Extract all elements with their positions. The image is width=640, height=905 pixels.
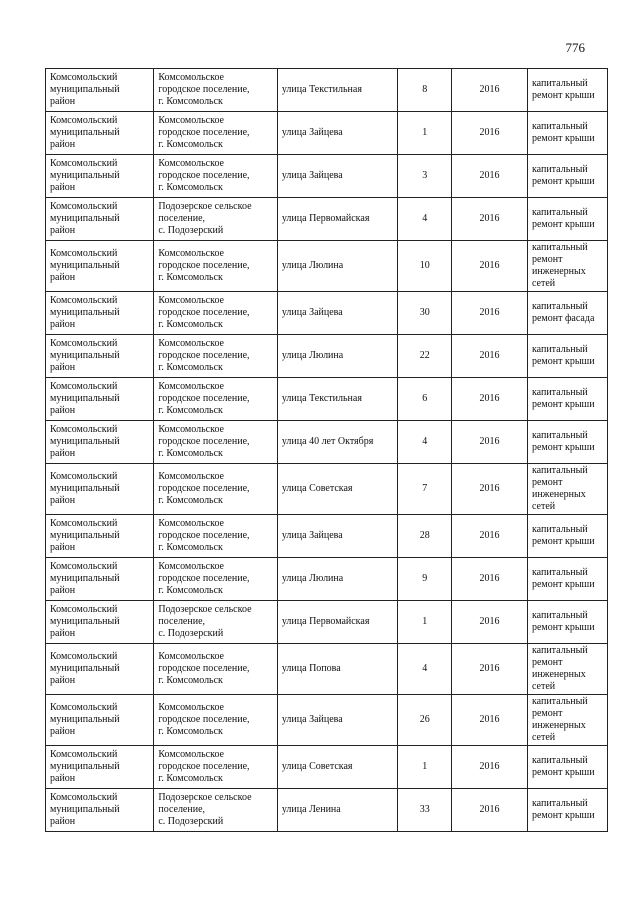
district-cell: Комсомольский муниципальный район bbox=[46, 378, 154, 421]
year-cell: 2016 bbox=[452, 69, 528, 112]
year-cell: 2016 bbox=[452, 464, 528, 515]
district-cell: Комсомольский муниципальный район bbox=[46, 241, 154, 292]
house-number-cell: 6 bbox=[398, 378, 452, 421]
settlement-cell: Комсомольское городское поселение, г. Комсомольск bbox=[154, 746, 278, 789]
table-row bbox=[46, 695, 608, 746]
district-cell: Комсомольский муниципальный район bbox=[46, 789, 154, 832]
street-cell: улица Советская bbox=[277, 464, 398, 515]
house-number-cell: 10 bbox=[398, 241, 452, 292]
street-cell: улица Первомайская bbox=[277, 601, 398, 644]
table-row bbox=[46, 292, 608, 335]
page-number: 776 bbox=[565, 40, 585, 55]
work-type-cell: капитальный ремонт крыши bbox=[527, 421, 607, 464]
year-cell: 2016 bbox=[452, 601, 528, 644]
table-row bbox=[46, 789, 608, 832]
table-row bbox=[46, 378, 608, 421]
district-cell: Комсомольский муниципальный район bbox=[46, 464, 154, 515]
table-row bbox=[46, 241, 608, 292]
table-row bbox=[46, 644, 608, 695]
settlement-cell: Комсомольское городское поселение, г. Комсомольск bbox=[154, 695, 278, 746]
work-type-cell: капитальный ремонт крыши bbox=[527, 155, 607, 198]
year-cell: 2016 bbox=[452, 292, 528, 335]
work-type-cell: капитальный ремонт крыши bbox=[527, 601, 607, 644]
settlement-cell: Комсомольское городское поселение, г. Комсомольск bbox=[154, 515, 278, 558]
year-cell: 2016 bbox=[452, 421, 528, 464]
work-type-cell: капитальный ремонт инженерных сетей bbox=[527, 644, 607, 695]
work-type-cell: капитальный ремонт инженерных сетей bbox=[527, 695, 607, 746]
house-number-cell: 4 bbox=[398, 644, 452, 695]
house-number-cell: 4 bbox=[398, 198, 452, 241]
district-cell: Комсомольский муниципальный район bbox=[46, 601, 154, 644]
district-cell: Комсомольский муниципальный район bbox=[46, 515, 154, 558]
settlement-cell: Комсомольское городское поселение, г. Комсомольск bbox=[154, 241, 278, 292]
table-body bbox=[46, 69, 608, 832]
district-cell: Комсомольский муниципальный район bbox=[46, 292, 154, 335]
work-type-cell: капитальный ремонт крыши bbox=[527, 746, 607, 789]
house-number-cell: 1 bbox=[398, 746, 452, 789]
table-row bbox=[46, 112, 608, 155]
house-number-cell: 22 bbox=[398, 335, 452, 378]
district-cell: Комсомольский муниципальный район bbox=[46, 421, 154, 464]
street-cell: улица Люлина bbox=[277, 335, 398, 378]
year-cell: 2016 bbox=[452, 378, 528, 421]
table-row bbox=[46, 421, 608, 464]
year-cell: 2016 bbox=[452, 695, 528, 746]
street-cell: улица 40 лет Октября bbox=[277, 421, 398, 464]
house-number-cell: 4 bbox=[398, 421, 452, 464]
district-cell: Комсомольский муниципальный район bbox=[46, 198, 154, 241]
street-cell: улица Зайцева bbox=[277, 695, 398, 746]
settlement-cell: Подозерское сельское поселение, с. Подозерский bbox=[154, 601, 278, 644]
table-row bbox=[46, 155, 608, 198]
year-cell: 2016 bbox=[452, 112, 528, 155]
house-number-cell: 8 bbox=[398, 69, 452, 112]
work-type-cell: капитальный ремонт фасада bbox=[527, 292, 607, 335]
house-number-cell: 28 bbox=[398, 515, 452, 558]
district-cell: Комсомольский муниципальный район bbox=[46, 335, 154, 378]
table-row bbox=[46, 515, 608, 558]
house-number-cell: 30 bbox=[398, 292, 452, 335]
street-cell: улица Первомайская bbox=[277, 198, 398, 241]
work-type-cell: капитальный ремонт крыши bbox=[527, 378, 607, 421]
table-row bbox=[46, 464, 608, 515]
settlement-cell: Комсомольское городское поселение, г. Комсомольск bbox=[154, 464, 278, 515]
table-row bbox=[46, 601, 608, 644]
district-cell: Комсомольский муниципальный район bbox=[46, 746, 154, 789]
year-cell: 2016 bbox=[452, 515, 528, 558]
street-cell: улица Люлина bbox=[277, 241, 398, 292]
settlement-cell: Комсомольское городское поселение, г. Комсомольск bbox=[154, 378, 278, 421]
repair-registry-table bbox=[45, 68, 608, 832]
settlement-cell: Подозерское сельское поселение, с. Подозерский bbox=[154, 198, 278, 241]
street-cell: улица Текстильная bbox=[277, 378, 398, 421]
table-row bbox=[46, 335, 608, 378]
street-cell: улица Зайцева bbox=[277, 155, 398, 198]
street-cell: улица Советская bbox=[277, 746, 398, 789]
work-type-cell: капитальный ремонт крыши bbox=[527, 335, 607, 378]
table-row bbox=[46, 198, 608, 241]
table-row bbox=[46, 69, 608, 112]
work-type-cell: капитальный ремонт крыши bbox=[527, 112, 607, 155]
year-cell: 2016 bbox=[452, 746, 528, 789]
settlement-cell: Комсомольское городское поселение, г. Комсомольск bbox=[154, 558, 278, 601]
district-cell: Комсомольский муниципальный район bbox=[46, 69, 154, 112]
table-row bbox=[46, 558, 608, 601]
house-number-cell: 26 bbox=[398, 695, 452, 746]
settlement-cell: Комсомольское городское поселение, г. Комсомольск bbox=[154, 644, 278, 695]
work-type-cell: капитальный ремонт крыши bbox=[527, 789, 607, 832]
district-cell: Комсомольский муниципальный район bbox=[46, 155, 154, 198]
house-number-cell: 9 bbox=[398, 558, 452, 601]
settlement-cell: Комсомольское городское поселение, г. Комсомольск bbox=[154, 292, 278, 335]
district-cell: Комсомольский муниципальный район bbox=[46, 112, 154, 155]
district-cell: Комсомольский муниципальный район bbox=[46, 695, 154, 746]
work-type-cell: капитальный ремонт крыши bbox=[527, 198, 607, 241]
settlement-cell: Комсомольское городское поселение, г. Комсомольск bbox=[154, 155, 278, 198]
settlement-cell: Подозерское сельское поселение, с. Подозерский bbox=[154, 789, 278, 832]
work-type-cell: капитальный ремонт крыши bbox=[527, 558, 607, 601]
street-cell: улица Попова bbox=[277, 644, 398, 695]
settlement-cell: Комсомольское городское поселение, г. Комсомольск bbox=[154, 335, 278, 378]
street-cell: улица Текстильная bbox=[277, 69, 398, 112]
district-cell: Комсомольский муниципальный район bbox=[46, 558, 154, 601]
year-cell: 2016 bbox=[452, 558, 528, 601]
street-cell: улица Зайцева bbox=[277, 292, 398, 335]
year-cell: 2016 bbox=[452, 198, 528, 241]
street-cell: улица Люлина bbox=[277, 558, 398, 601]
house-number-cell: 7 bbox=[398, 464, 452, 515]
street-cell: улица Зайцева bbox=[277, 515, 398, 558]
house-number-cell: 1 bbox=[398, 112, 452, 155]
work-type-cell: капитальный ремонт крыши bbox=[527, 69, 607, 112]
table-row bbox=[46, 746, 608, 789]
settlement-cell: Комсомольское городское поселение, г. Комсомольск bbox=[154, 421, 278, 464]
year-cell: 2016 bbox=[452, 241, 528, 292]
work-type-cell: капитальный ремонт крыши bbox=[527, 515, 607, 558]
house-number-cell: 3 bbox=[398, 155, 452, 198]
settlement-cell: Комсомольское городское поселение, г. Комсомольск bbox=[154, 112, 278, 155]
work-type-cell: капитальный ремонт инженерных сетей bbox=[527, 241, 607, 292]
settlement-cell: Комсомольское городское поселение, г. Комсомольск bbox=[154, 69, 278, 112]
district-cell: Комсомольский муниципальный район bbox=[46, 644, 154, 695]
street-cell: улица Зайцева bbox=[277, 112, 398, 155]
year-cell: 2016 bbox=[452, 644, 528, 695]
house-number-cell: 1 bbox=[398, 601, 452, 644]
year-cell: 2016 bbox=[452, 335, 528, 378]
year-cell: 2016 bbox=[452, 155, 528, 198]
work-type-cell: капитальный ремонт инженерных сетей bbox=[527, 464, 607, 515]
house-number-cell: 33 bbox=[398, 789, 452, 832]
street-cell: улица Ленина bbox=[277, 789, 398, 832]
year-cell: 2016 bbox=[452, 789, 528, 832]
